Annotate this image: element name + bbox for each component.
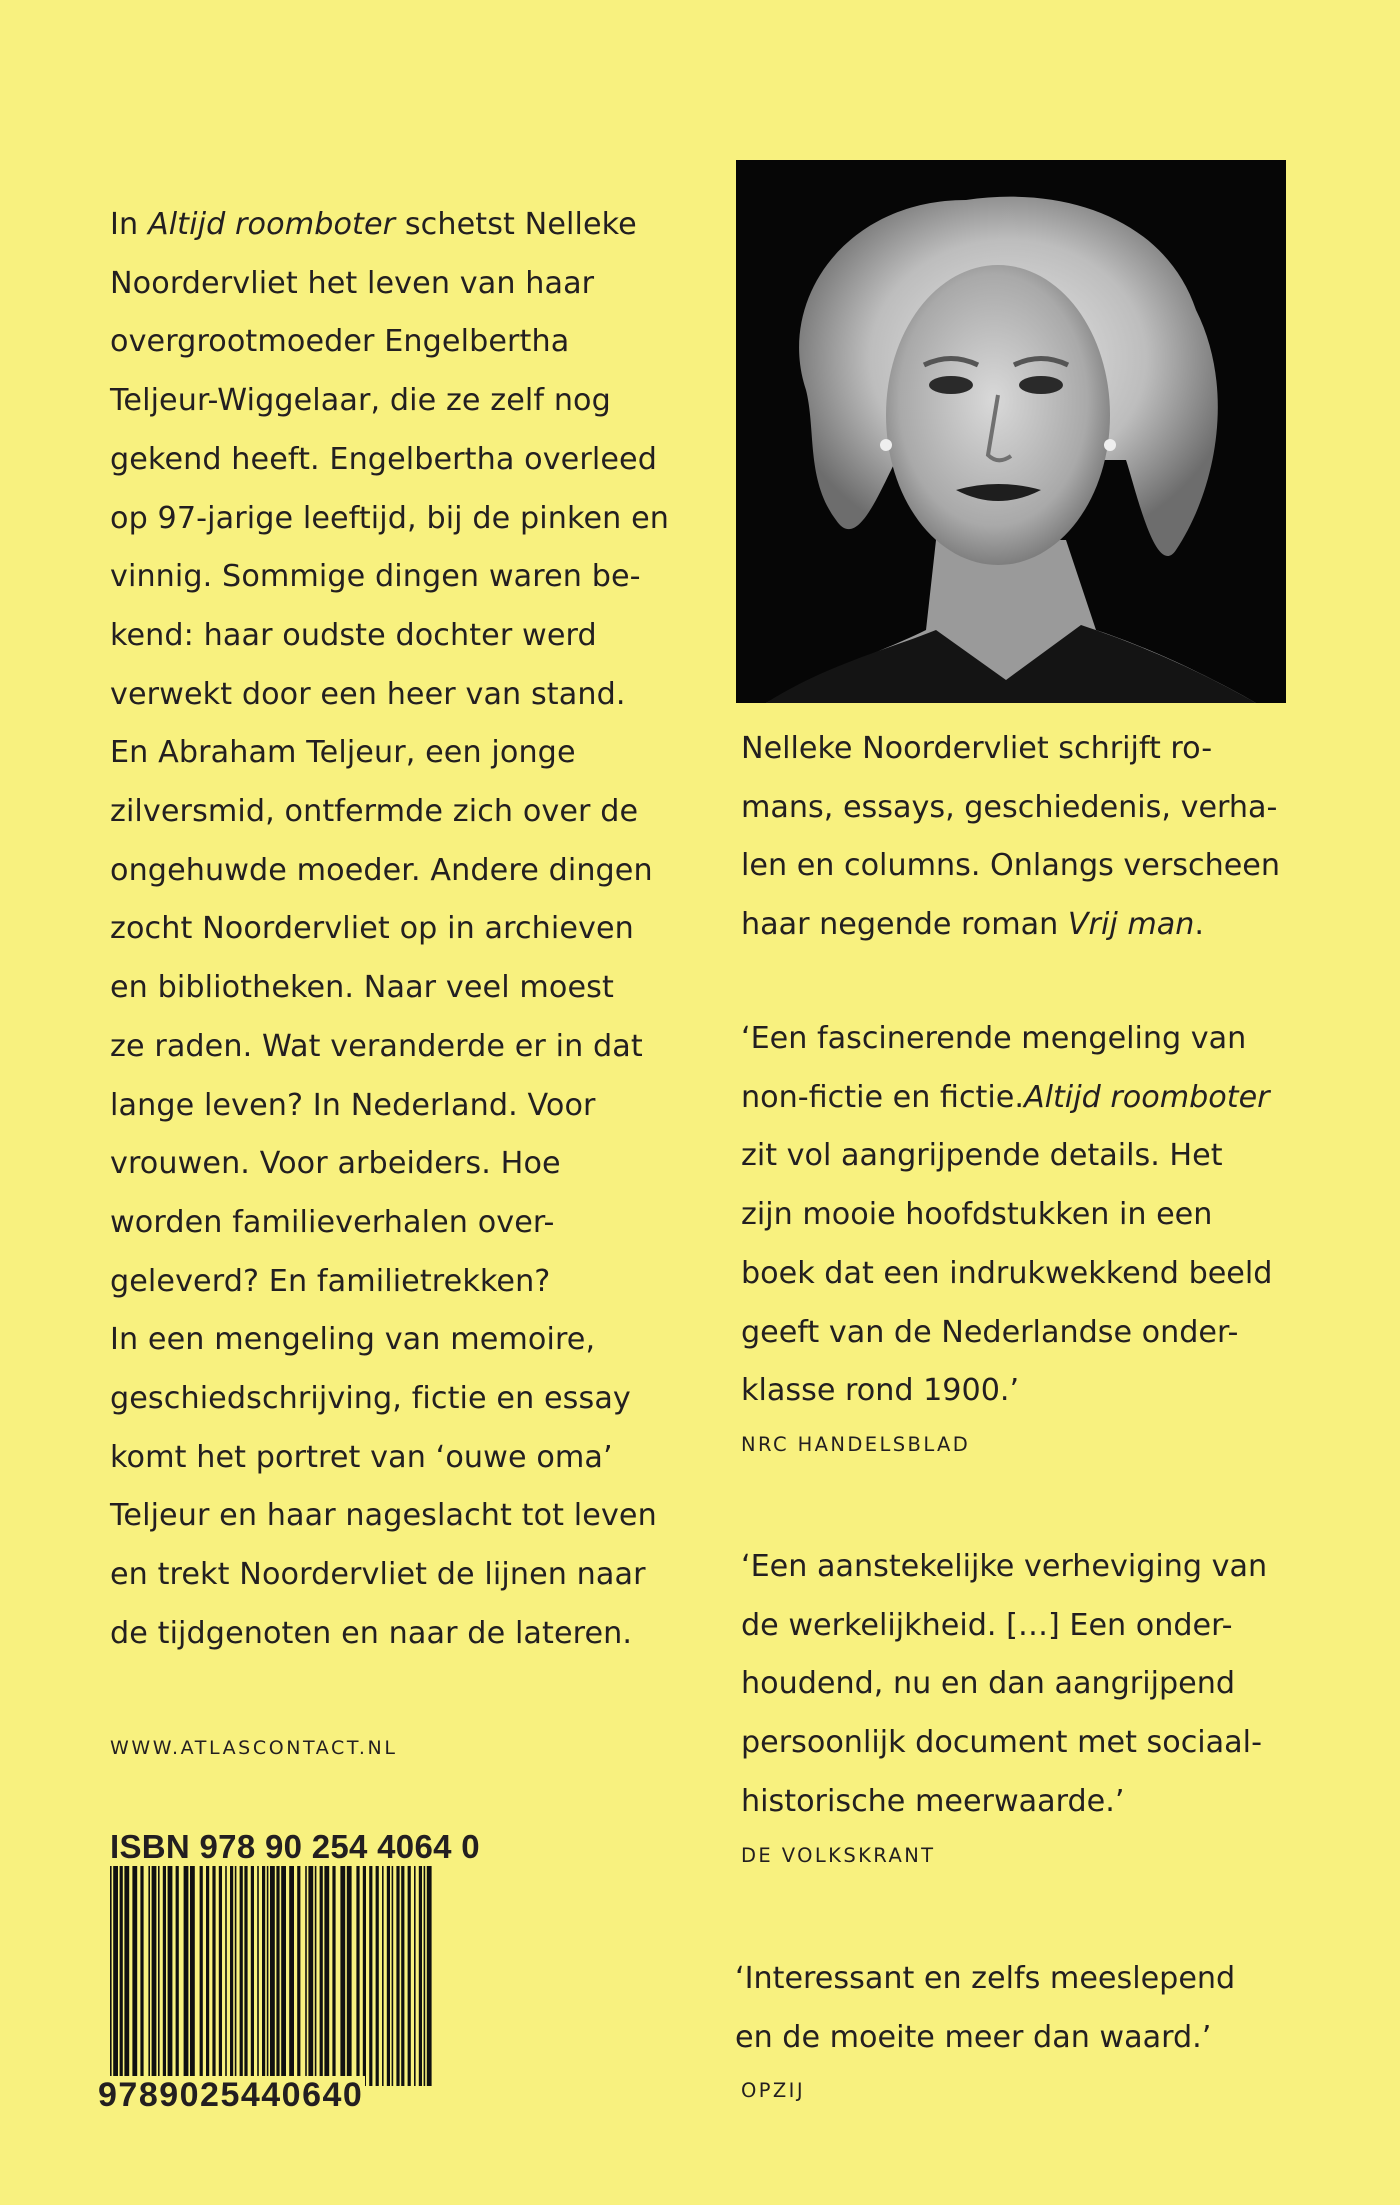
quote-2-text: ‘Een aanstekelijke verheviging van de werkelijkheid. […] Een onder- houdend, nu en dan aangrijpend persoonlijk document met sociaal- historische meerwaarde.’ xyxy=(741,1549,1268,1819)
barcode-digits: 9789025440640 xyxy=(98,2076,364,2114)
quote-1-text: ‘Een fascinerende mengeling van non-fictie en fictie.Altijd roomboter zit vol aangrijpende details. Het zijn mooie hoofdstukken in een boek dat een indrukwekkend beeld geeft van de Nederlandse onder- klasse rond 1900.’ xyxy=(741,1021,1273,1409)
isbn-label: ISBN 978 90 254 4064 0 xyxy=(110,1828,480,1865)
author-bio: Nelleke Noordervliet schrijft ro- mans, essays, geschiedenis, verha- len en columns. Onlangs verscheen haar negende roman Vrij man. xyxy=(741,731,1281,943)
quote-3 xyxy=(735,1950,1315,2102)
author-photo xyxy=(736,160,1286,703)
website-url[interactable]: WWW.ATLASCONTACT.NL xyxy=(110,1737,398,1759)
quote-3-source: OPZIJ xyxy=(741,2079,805,2103)
blurb xyxy=(110,196,710,1664)
blurb-text: In Altijd roomboter schetst Nelleke Noordervliet het leven van haar overgrootmoeder Engelbertha Teljeur-Wiggelaar, die ze zelf nog gekend heeft. Engelbertha overleed op 97-jarige leeftijd, bij de pinken en vinnig. Sommige dingen waren be- kend: haar oudste dochter werd verwekt door een heer van stand. En Abraham Teljeur, een jonge zilversmid, ontfermde zich over de ongehuwde moeder. Andere dingen zocht Noordervliet op in archieven en bibliotheken. Naar veel moest ze raden. Wat veranderde er in dat lange leven? In Nederland. Voor vrouwen. Voor arbeiders. Hoe worden familieverhalen over- geleverd? En familietrekken? In een mengeling van memoire, geschiedschrijving, fictie en essay komt het portret van ‘ouwe oma’ Teljeur en haar nageslacht tot leven en trekt Noordervliet de lijnen naar de tijdgenoten en naar de lateren. xyxy=(110,207,669,1651)
quote-3-text: ‘Interessant en zelfs meeslepend en de moeite meer dan waard.’ xyxy=(735,1961,1236,2055)
quote-2-source: DE VOLKSKRANT xyxy=(741,1843,936,1867)
quote-1-source: NRC HANDELSBLAD xyxy=(741,1432,971,1456)
quote-2 xyxy=(741,1538,1321,1867)
barcode xyxy=(110,1866,432,2086)
quote-1 xyxy=(741,1010,1321,1456)
